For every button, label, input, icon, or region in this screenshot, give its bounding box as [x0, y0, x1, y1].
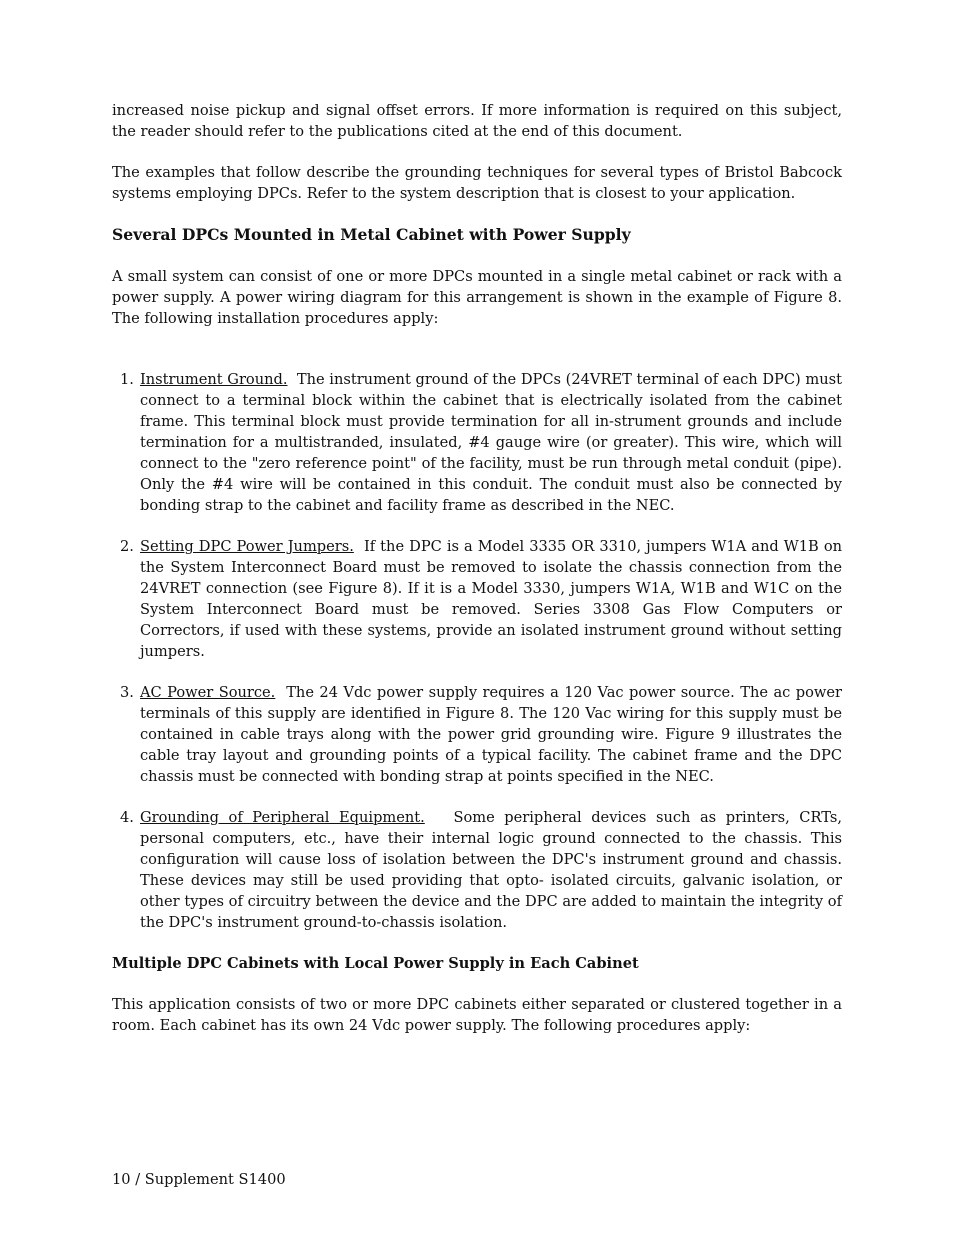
intro-paragraph-1: increased noise pickup and signal offset errors. If more information is required on this subject, the reader should refer to the publications cited at the end of this document.	[112, 102, 842, 140]
list-item-title: Instrument Ground.	[140, 371, 288, 388]
section2-body: This application consists of two or more DPC cabinets either separated or clustered together in a room. Each cabinet has its own 24 Vdc power supply. The following procedures apply:	[112, 996, 842, 1034]
list-item-number: 4.	[120, 809, 134, 826]
section2-heading: Multiple DPC Cabinets with Local Power Supply in Each Cabinet	[112, 955, 639, 972]
list-item-text: Some peripheral devices such as printers, CRTs, personal computers, etc., have their internal logic ground connected to the chassis. This configuration will cause loss of isolation between the DPC's instrument ground and chassis. These devices may still be used providing that opto- isolated circuits, galvanic isolation, or other types of circuitry between the device and the DPC are added to maintain the integrity of the DPC's instrument ground-to-chassis isolation.	[140, 809, 842, 931]
list-item-text: The 24 Vdc power supply requires a 120 Vac power source. The ac power terminals of this supply are identified in Figure 8. The 120 Vac wiring for this supply must be contained in cable trays along with the power grid grounding wire. Figure 9 illustrates the cable tray layout and grounding points of a typical facility. The cabinet frame and the DPC chassis must be connected with bonding strap at points specified in the NEC.	[140, 684, 842, 785]
page-body	[112, 100, 842, 1036]
list-item	[112, 536, 842, 662]
page-footer: 10 / Supplement S1400	[112, 1171, 286, 1188]
section1-heading: Several DPCs Mounted in Metal Cabinet with Power Supply	[112, 225, 631, 244]
list-item-text: If the DPC is a Model 3335 OR 3310, jumpers W1A and W1B on the System Interconnect Board must be removed to isolate the chassis connection from the 24VRET connection (see Figure 8). If it is a Model 3330, jumpers W1A, W1B and W1C on the System Interconnect Board must be removed. Series 3308 Gas Flow Computers or Correctors, if used with these systems, provide an isolated instrument ground without setting jumpers.	[140, 538, 842, 660]
list-item-title: Grounding of Peripheral Equipment.	[140, 809, 425, 826]
list-item-text: The instrument ground of the DPCs (24VRET terminal of each DPC) must connect to a terminal block within the cabinet that is electrically isolated from the cabinet frame. This terminal block must provide termination for all in-strument grounds and include termination for a multistranded, insulated, #4 gauge wire (or greater). This wire, which will connect to the "zero reference point" of the facility, must be run through metal conduit (pipe). Only the #4 wire will be contained in this conduit. The conduit must also be connected by bonding strap to the cabinet and facility frame as described in the NEC.	[140, 371, 842, 514]
list-item-title: AC Power Source.	[140, 684, 276, 701]
section1-body: A small system can consist of one or more DPCs mounted in a single metal cabinet or rack with a power supply. A power wiring diagram for this arrangement is shown in the example of Figure 8. The following installation procedures apply:	[112, 268, 842, 327]
list-item-number: 2.	[120, 538, 134, 555]
list-item	[112, 369, 842, 516]
list-item	[112, 682, 842, 787]
intro-paragraph-2: The examples that follow describe the grounding techniques for several types of Bristol Babcock systems employing DPCs. Refer to the system description that is closest to your application.	[112, 164, 842, 202]
list-item-number: 1.	[120, 371, 134, 388]
list-item-title: Setting DPC Power Jumpers.	[140, 538, 354, 555]
list-item	[112, 807, 842, 933]
procedure-list	[112, 369, 842, 933]
list-item-number: 3.	[120, 684, 134, 701]
